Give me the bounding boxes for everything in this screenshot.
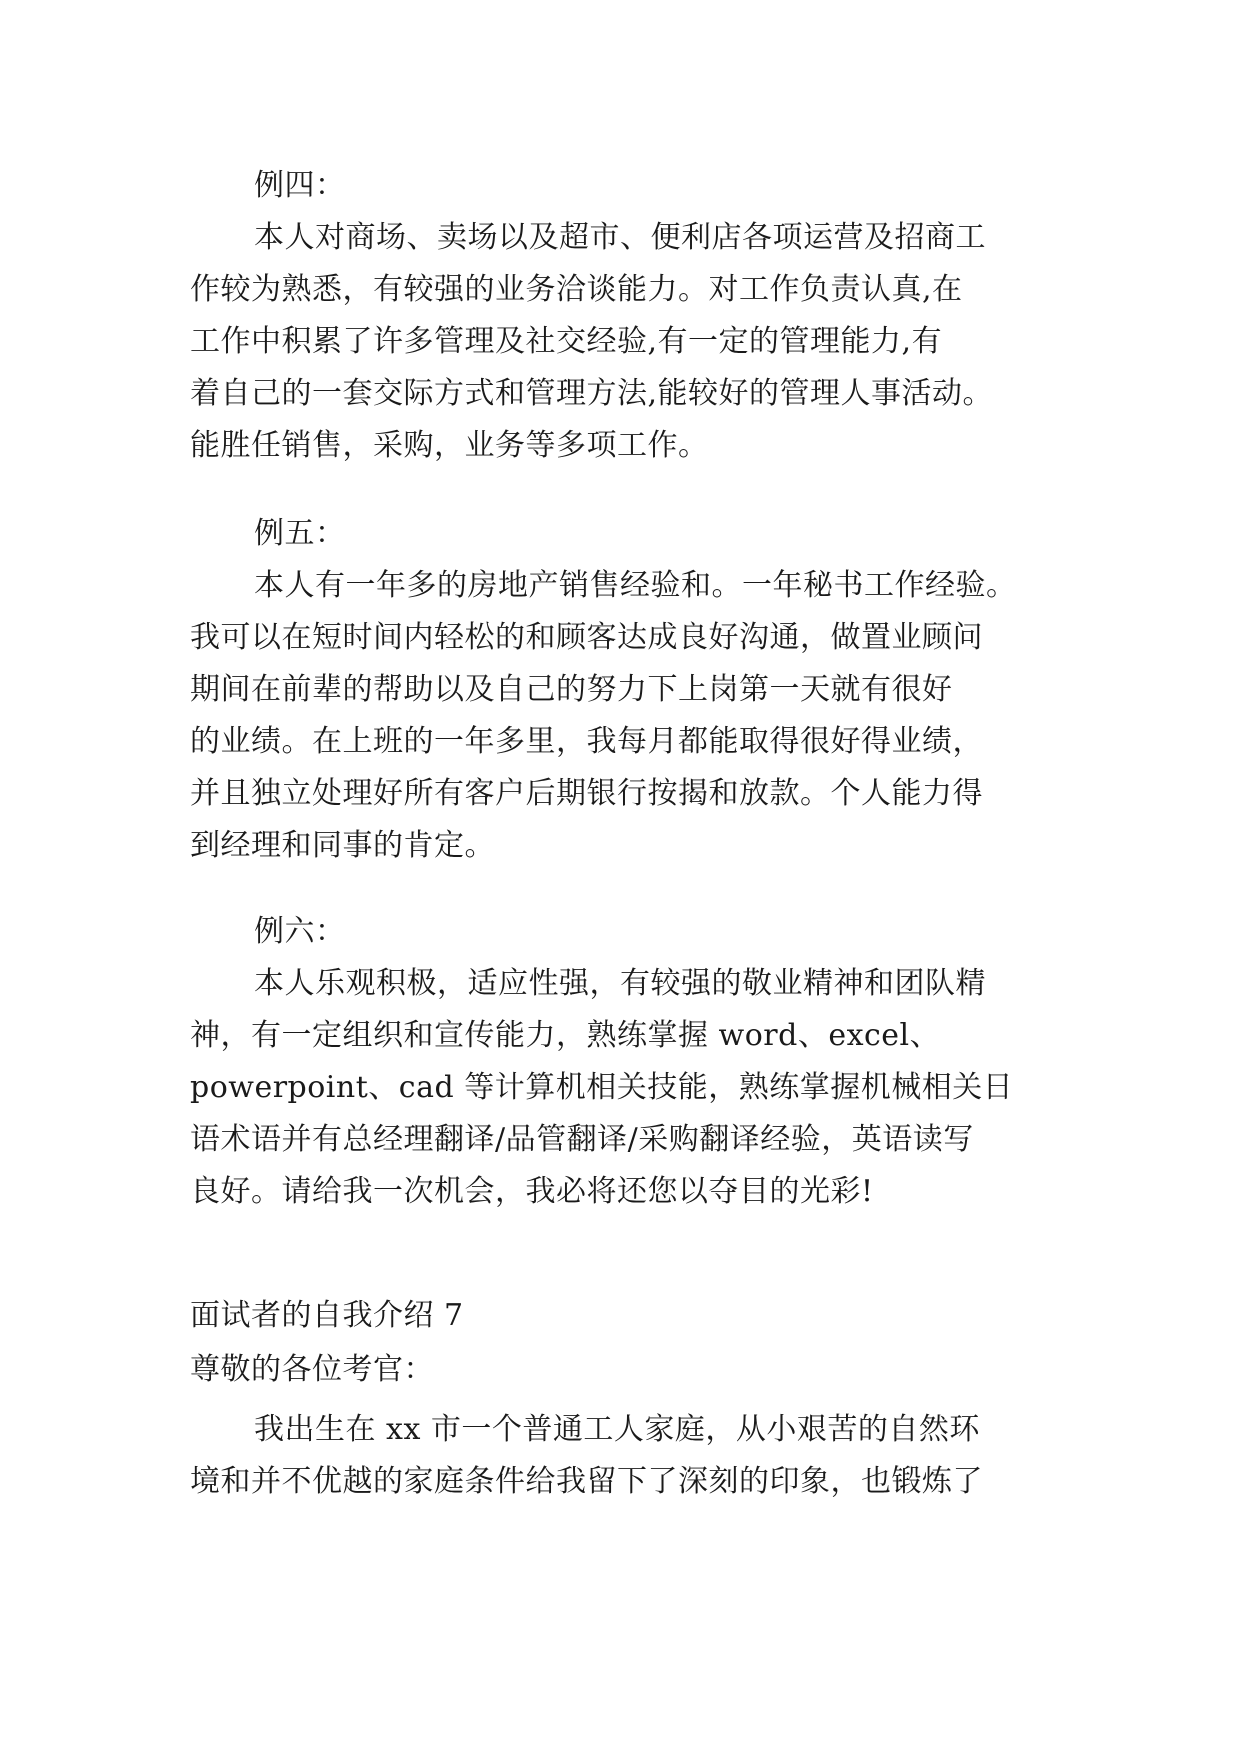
paragraph-line: 的业绩。在上班的一年多里，我每月都能取得很好得业绩， <box>190 724 983 759</box>
example-5-heading: 例五： <box>254 516 346 551</box>
paragraph-line: powerpoint、cad 等计算机相关技能，熟练掌握机械相关日 <box>190 1070 1014 1105</box>
paragraph-line: 我可以在短时间内轻松的和顾客达成良好沟通，做置业顾问 <box>190 620 983 655</box>
example-4-heading: 例四： <box>254 168 346 203</box>
paragraph-line: 良好。请给我一次机会，我必将还您以夺目的光彩! <box>190 1174 874 1209</box>
paragraph-line: 并且独立处理好所有客户后期银行按揭和放款。个人能力得 <box>190 776 983 811</box>
paragraph-line: 工作中积累了许多管理及社交经验,有一定的管理能力,有 <box>190 324 943 359</box>
paragraph-line: 本人有一年多的房地产销售经验和。一年秘书工作经验。 <box>254 568 1017 603</box>
salutation: 尊敬的各位考官： <box>190 1352 434 1387</box>
paragraph-line: 到经理和同事的肯定。 <box>190 828 495 863</box>
paragraph-line: 境和并不优越的家庭条件给我留下了深刻的印象，也锻炼了 <box>190 1464 983 1499</box>
paragraph-line: 作较为熟悉，有较强的业务洽谈能力。对工作负责认真,在 <box>190 272 963 307</box>
paragraph-line: 期间在前辈的帮助以及自己的努力下上岗第一天就有很好 <box>190 672 953 707</box>
paragraph-line: 本人乐观积极，适应性强，有较强的敬业精神和团队精 <box>254 966 986 1001</box>
paragraph-line: 本人对商场、卖场以及超市、便利店各项运营及招商工 <box>254 220 986 255</box>
paragraph-line: 能胜任销售，采购，业务等多项工作。 <box>190 428 709 463</box>
paragraph-line: 我出生在 xx 市一个普通工人家庭，从小艰苦的自然环 <box>254 1412 980 1447</box>
paragraph-line: 神，有一定组织和宣传能力，熟练掌握 word、excel、 <box>190 1018 941 1053</box>
section-title: 面试者的自我介绍 7 <box>190 1298 464 1333</box>
paragraph-line: 语术语并有总经理翻译/品管翻译/采购翻译经验，英语读写 <box>190 1122 974 1157</box>
example-6-heading: 例六： <box>254 914 346 949</box>
paragraph-line: 着自己的一套交际方式和管理方法,能较好的管理人事活动。 <box>190 376 994 411</box>
